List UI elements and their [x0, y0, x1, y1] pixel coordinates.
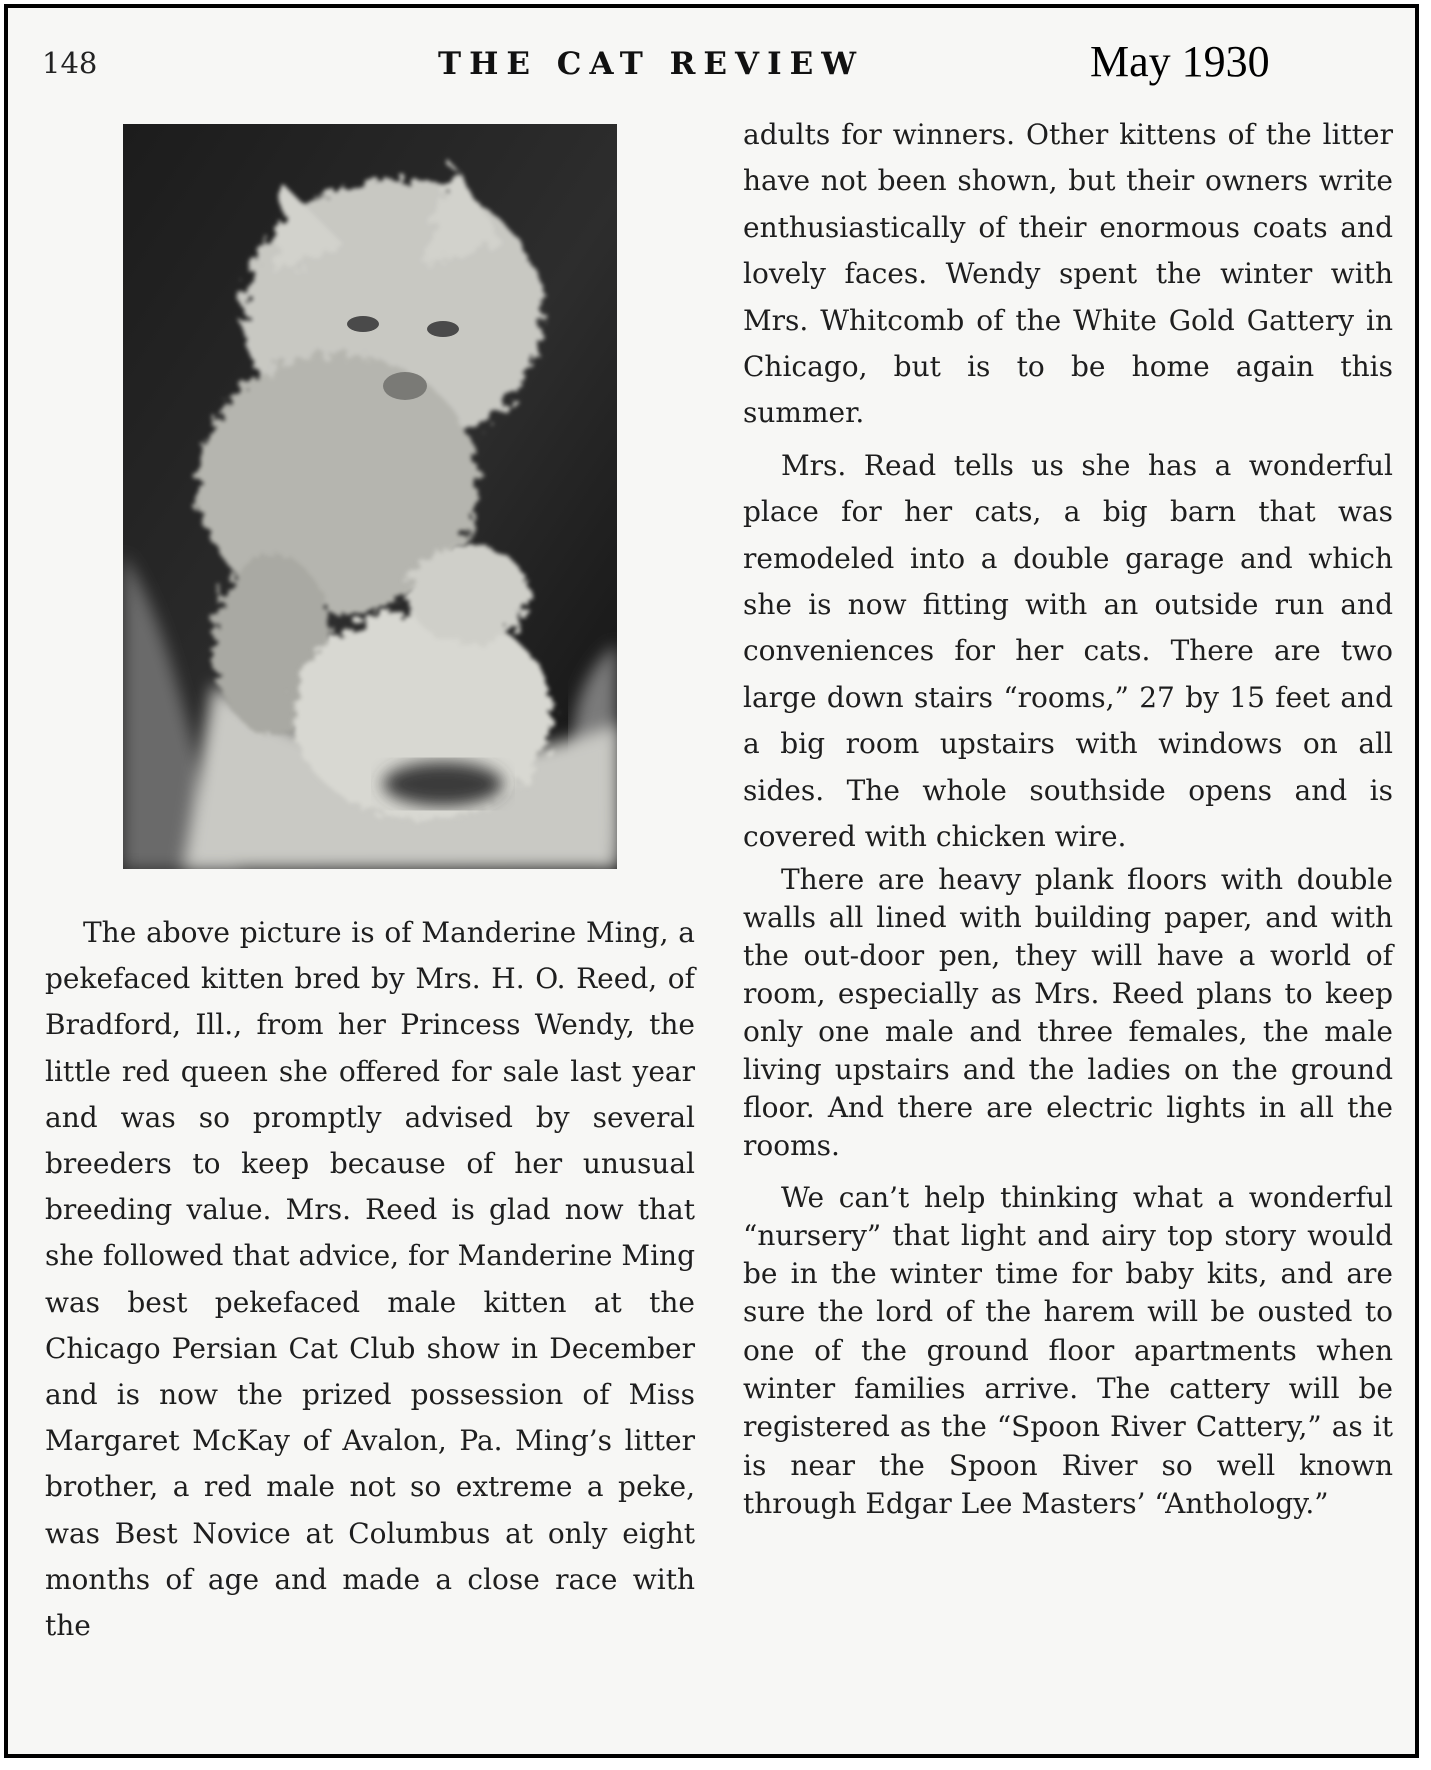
magazine-title: THE CAT REVIEW	[438, 46, 865, 82]
kitten-photo-illustration	[123, 124, 617, 869]
article-paragraph-part: Mrs. Read tells us she has a wonderful place for her cats, a big barn that was remodeled into a double garage and which she is now fitting with an outside run and conveniences for her cats. There are two large down stairs “rooms,” 27 by 15 feet and a big room upstairs with windows on all sides. The whole southside opens and is covered with chicken wire.	[743, 448, 1393, 854]
magazine-page	[4, 4, 1419, 1758]
issue-date: May 1930	[1090, 37, 1270, 86]
article-paragraph: The above picture is of Manderine Ming, a pekefaced kitten bred by Mrs. H. O. Reed, of Bradford, Ill., from her Princess Wendy, the little red queen she offered for sale last year and was so promptly advised by several breeders to keep because of her unusual breeding value. Mrs. Reed is glad now that she followed that advice, for Manderine Ming was best pekefaced male kitten at the Chicago Persian Cat Club show in December and is now the prized possession of Miss Margaret McKay of Avalon, Pa. Ming’s litter brother, a red male not so extreme a peke, was Best Novice at Columbus at only eight months of age and made a close race with the	[45, 916, 695, 1643]
article-right-column	[743, 112, 1393, 1523]
page-number: 148	[42, 46, 98, 80]
kitten-photo	[123, 124, 617, 869]
article-left-column	[45, 910, 695, 1649]
article-paragraph	[743, 443, 1393, 1165]
article-paragraph: We can’t help thinking what a wonderful “nursery” that light and airy top story would be in the winter time for baby kits, and are sure the lord of the harem will be ousted to one of the ground floor apartments when winter families arrive. The cattery will be registered as the “Spoon River Cattery,” as it is near the Spoon River so well known through Edgar Lee Masters’ “Anthology.”	[743, 1180, 1393, 1520]
article-paragraph-part: There are heavy plank floors with double walls all lined with building paper, and with the out-door pen, they will have a world of room, especially as Mrs. Reed plans to keep only one male and three females, the male living upstairs and the ladies on the ground floor. And there are electric lights in all the rooms.	[743, 862, 1393, 1162]
article-paragraph: adults for winners. Other kittens of the litter have not been shown, but their owners write enthusiastically of their enormous coats and lovely faces. Wendy spent the winter with Mrs. Whitcomb of the White Gold Gattery in Chicago, but is to be home again this summer.	[743, 118, 1393, 430]
